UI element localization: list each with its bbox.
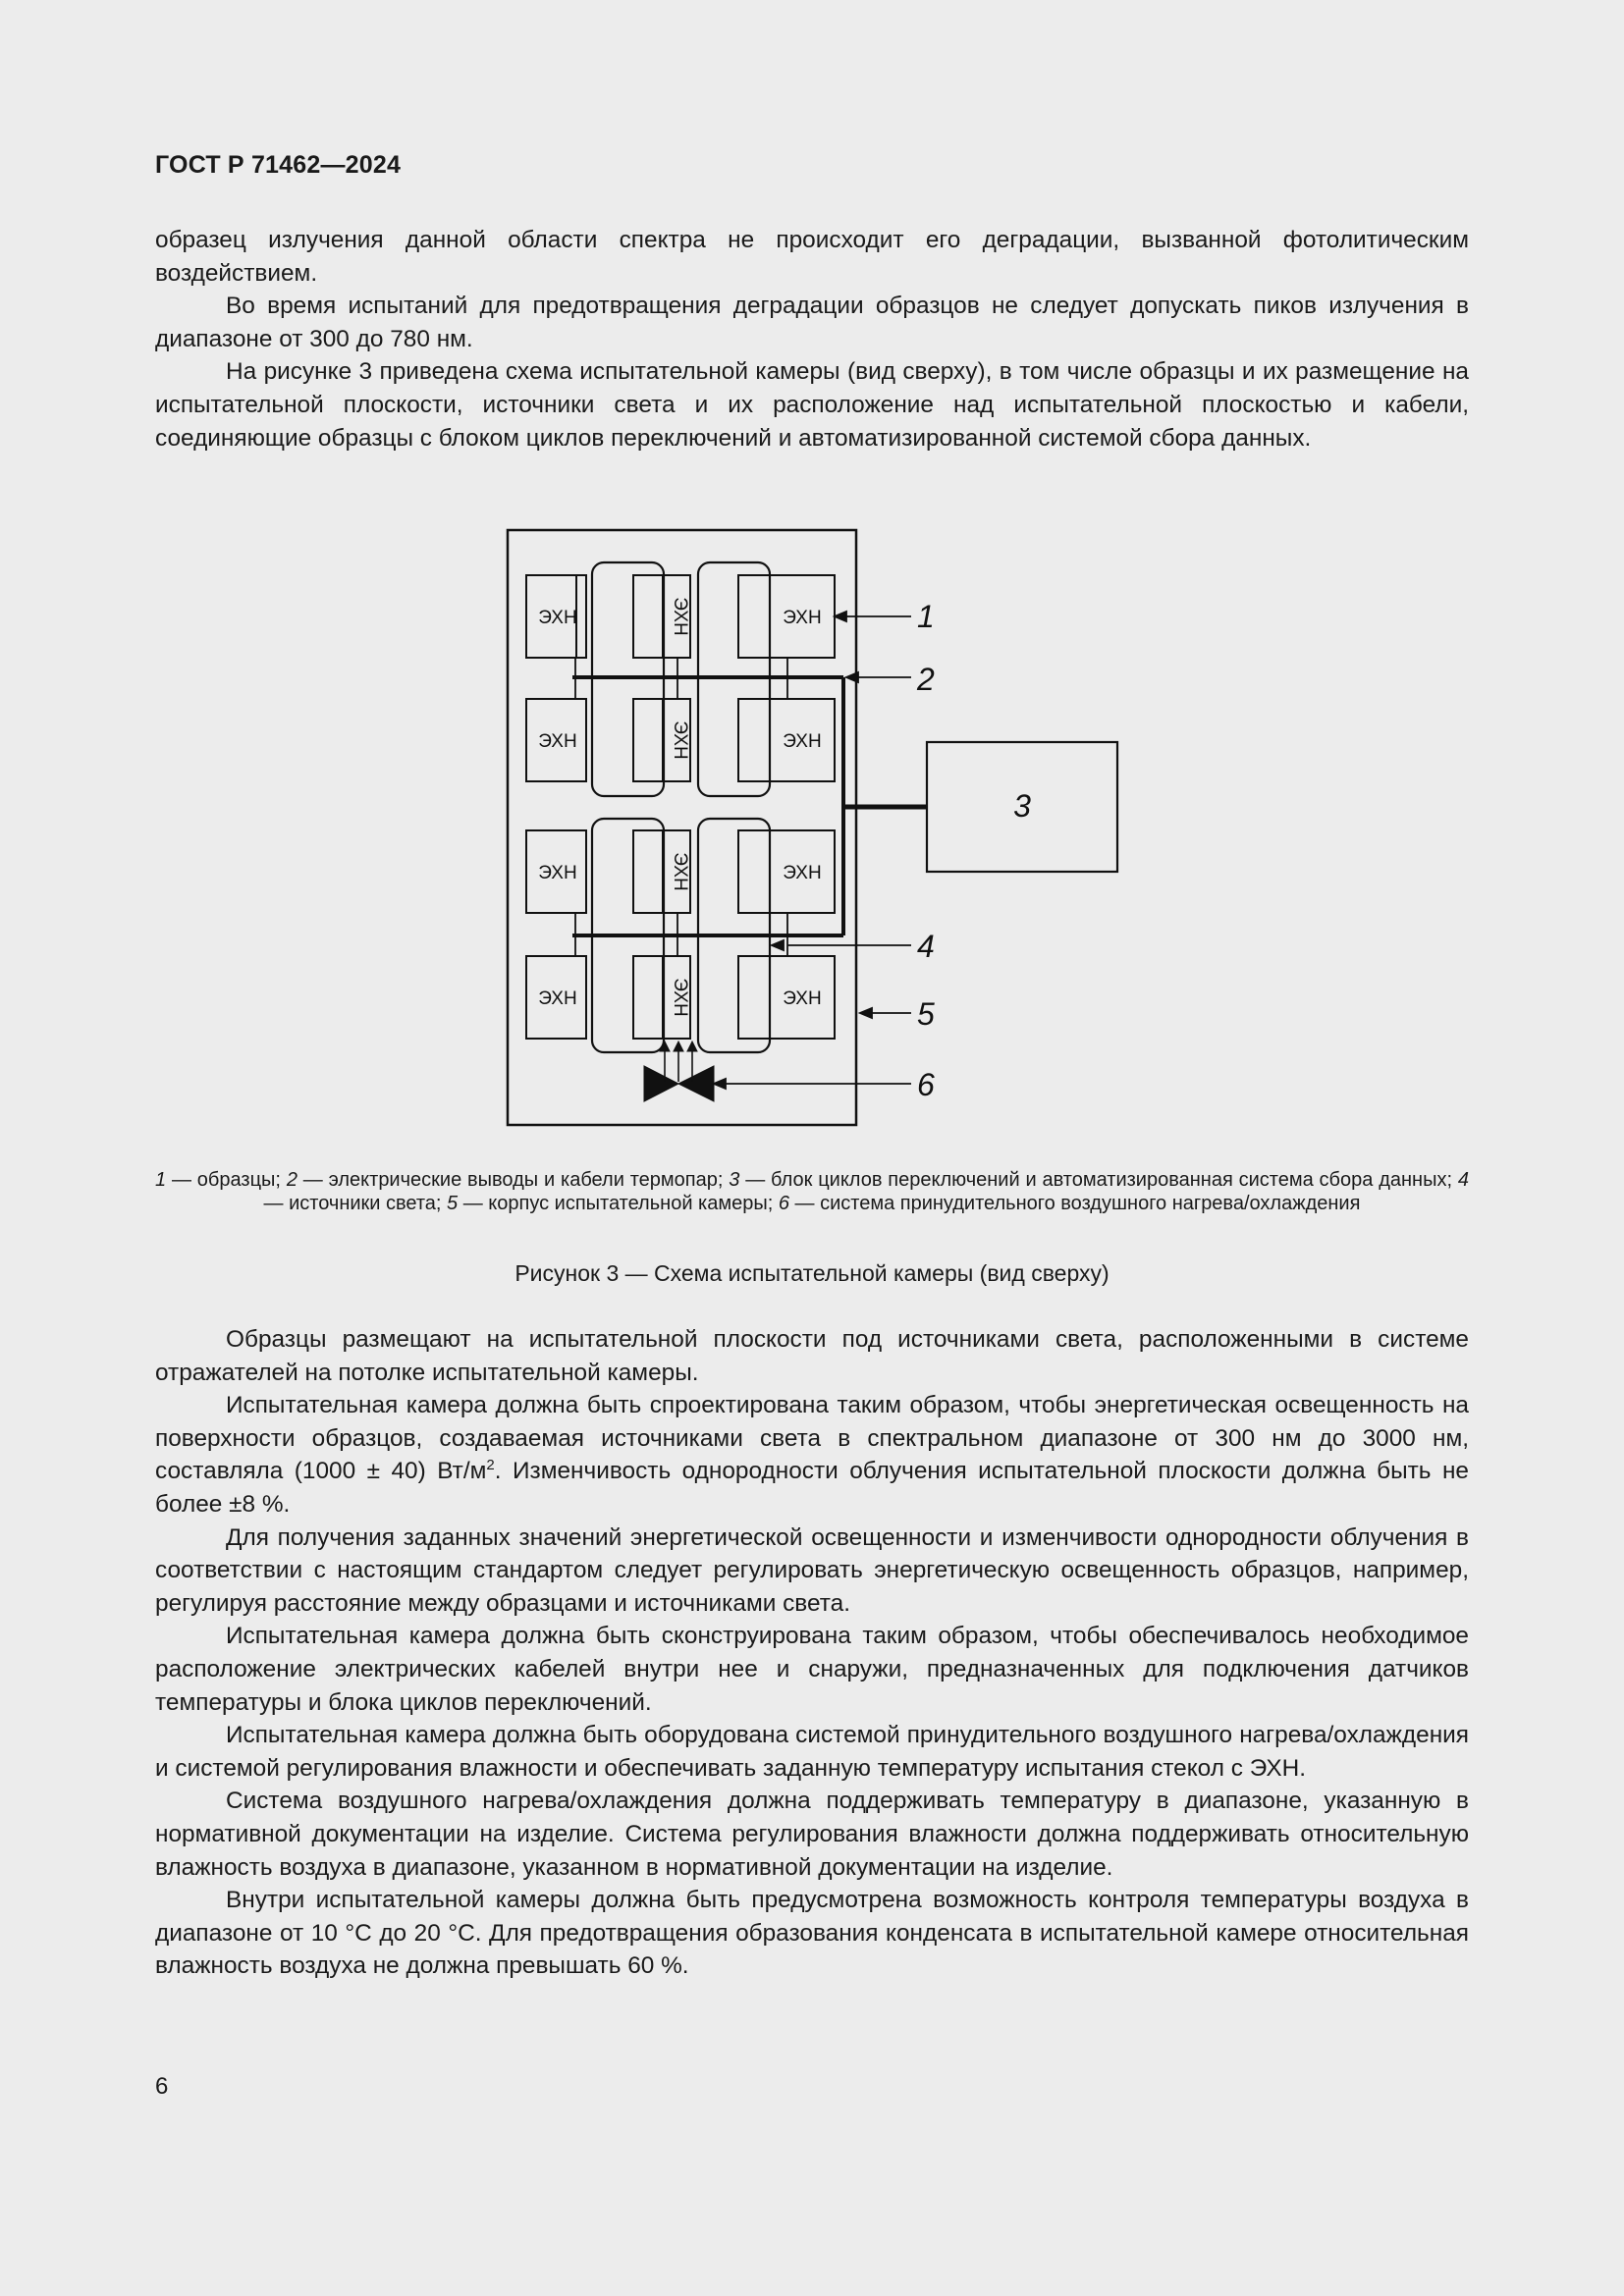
legend-number: 5	[447, 1193, 459, 1214]
sample	[633, 699, 663, 781]
sample-label: ЭХН	[538, 863, 577, 883]
legend-text: — блок циклов переключений и автоматизированная система сбора данных;	[739, 1169, 1458, 1191]
paragraph	[155, 1389, 1469, 1521]
callout-1: 1	[917, 599, 935, 634]
sample-label: ЭХН	[538, 988, 577, 1009]
figure-caption: Рисунок 3 — Схема испытательной камеры (вид сверху)	[514, 1260, 1110, 1286]
paragraph: Внутри испытательной камеры должна быть предусмотрена возможность контроля температуры воздуха в диапазоне от 10 °С до 20 °С. Для предотвращения образования конденсата в испытательной камере относительная влажность воздуха не должна превышать 60 %.	[155, 1887, 1469, 1980]
paragraph: Система воздушного нагрева/охлаждения должна поддерживать температуру в диапазоне, указанную в нормативной документации на изделие. Система регулирования влажности должна поддерживать относительную влажность воздуха в диапазоне, указанном в нормативной документации на изделие.	[155, 1788, 1469, 1881]
paragraph: Для получения заданных значений энергетической освещенности и изменчивости однородности облучения в соответствии с настоящим стандартом следует регулировать энергетическую освещенность образцов, например, регулируя расстояние между образцами и источниками света.	[155, 1523, 1469, 1617]
paragraph: Испытательная камера должна быть оборудована системой принудительного воздушного нагрева/охлаждения и системой регулирования влажности и обеспечивать заданную температуру испытания стекол с ЭХН.	[155, 1722, 1469, 1782]
paragraph-part: Испытательная камера должна быть спроектирована таким образом, чтобы энергетическая освещенность на поверхности образцов, создаваемая источниками света в спектральном диапазоне от 300 нм до 3000 нм, составляла (1000 ± 40) Вт/м	[155, 1392, 1469, 1485]
legend-number: 2	[286, 1169, 298, 1191]
paragraph: Во время испытаний для предотвращения деградации образцов не следует допускать пиков излучения в диапазоне от 300 до 780 нм.	[155, 293, 1469, 352]
sample	[633, 956, 663, 1039]
sample-label-vertical: ЭХН	[670, 721, 690, 760]
callout-5: 5	[917, 996, 935, 1032]
legend-number: 4	[1457, 1169, 1470, 1191]
legend-text: — образцы;	[166, 1169, 287, 1191]
callout-6: 6	[917, 1067, 935, 1102]
paragraph: образец излучения данной области спектра не происходит его деградации, вызванной фотолитическим воздействием.	[155, 227, 1469, 287]
callout-numbers	[916, 599, 935, 1102]
legend-number: 1	[155, 1169, 167, 1191]
body-text	[155, 1323, 1469, 1983]
legend-number: 6	[778, 1193, 789, 1214]
legend-text: — источники света;	[263, 1193, 448, 1214]
page-number: 6	[155, 2073, 169, 2100]
block-3-label: 3	[1013, 788, 1031, 824]
sample-label: ЭХН	[783, 608, 822, 628]
sample-label-vertical: ЭХН	[670, 978, 690, 1017]
paragraph: Испытательная камера должна быть сконструирована таким образом, чтобы обеспечивалось необходимое расположение электрических кабелей внутри нее и снаружи, предназначенных для подключения датчиков температуры и блока циклов переключений.	[155, 1623, 1469, 1716]
sample-label: ЭХН	[538, 731, 577, 752]
sample-label: ЭХН	[783, 731, 822, 752]
paragraph: Образцы размещают на испытательной плоскости под источниками света, расположенными в системе отражателей на потолке испытательной камеры.	[155, 1326, 1469, 1386]
sample-label: ЭХН	[538, 608, 577, 628]
legend-number: 3	[729, 1169, 740, 1191]
superscript: 2	[486, 1457, 495, 1474]
figure-legend	[155, 1168, 1469, 1215]
paragraph: На рисунке 3 приведена схема испытательной камеры (вид сверху), в том числе образцы и их размещение на испытательной плоскости, источники света и их расположение над испытательной плоскостью и кабели, соединяющие образцы с блоком циклов переключений и автоматизированной системой сбора данных.	[155, 358, 1469, 452]
sample-label-vertical: ЭХН	[670, 597, 690, 636]
sample	[633, 830, 663, 913]
legend-text: — электрические выводы и кабели термопар;	[297, 1169, 730, 1191]
callout-2: 2	[917, 662, 935, 697]
intro-text	[155, 224, 1469, 454]
sample-label: ЭХН	[783, 863, 822, 883]
sample-label: ЭХН	[783, 988, 822, 1009]
callout-4: 4	[917, 929, 935, 964]
paragraph-part: . Изменчивость однородности облучения испытательной плоскости должна быть не более ±8 %.	[155, 1458, 1469, 1518]
legend-text: — система принудительного воздушного нагрева/охлаждения	[788, 1193, 1361, 1214]
sample	[576, 575, 586, 658]
callout-leaders	[714, 612, 911, 1089]
sample	[633, 575, 663, 658]
sample-labels	[538, 597, 821, 1016]
sample-label-vertical: ЭХН	[670, 852, 690, 891]
document-header: ГОСТ Р 71462—2024	[155, 151, 402, 179]
test-chamber-diagram	[0, 510, 1624, 1158]
sample	[633, 575, 663, 658]
legend-text: — корпус испытательной камеры;	[458, 1193, 779, 1214]
cable-bus	[572, 658, 927, 956]
